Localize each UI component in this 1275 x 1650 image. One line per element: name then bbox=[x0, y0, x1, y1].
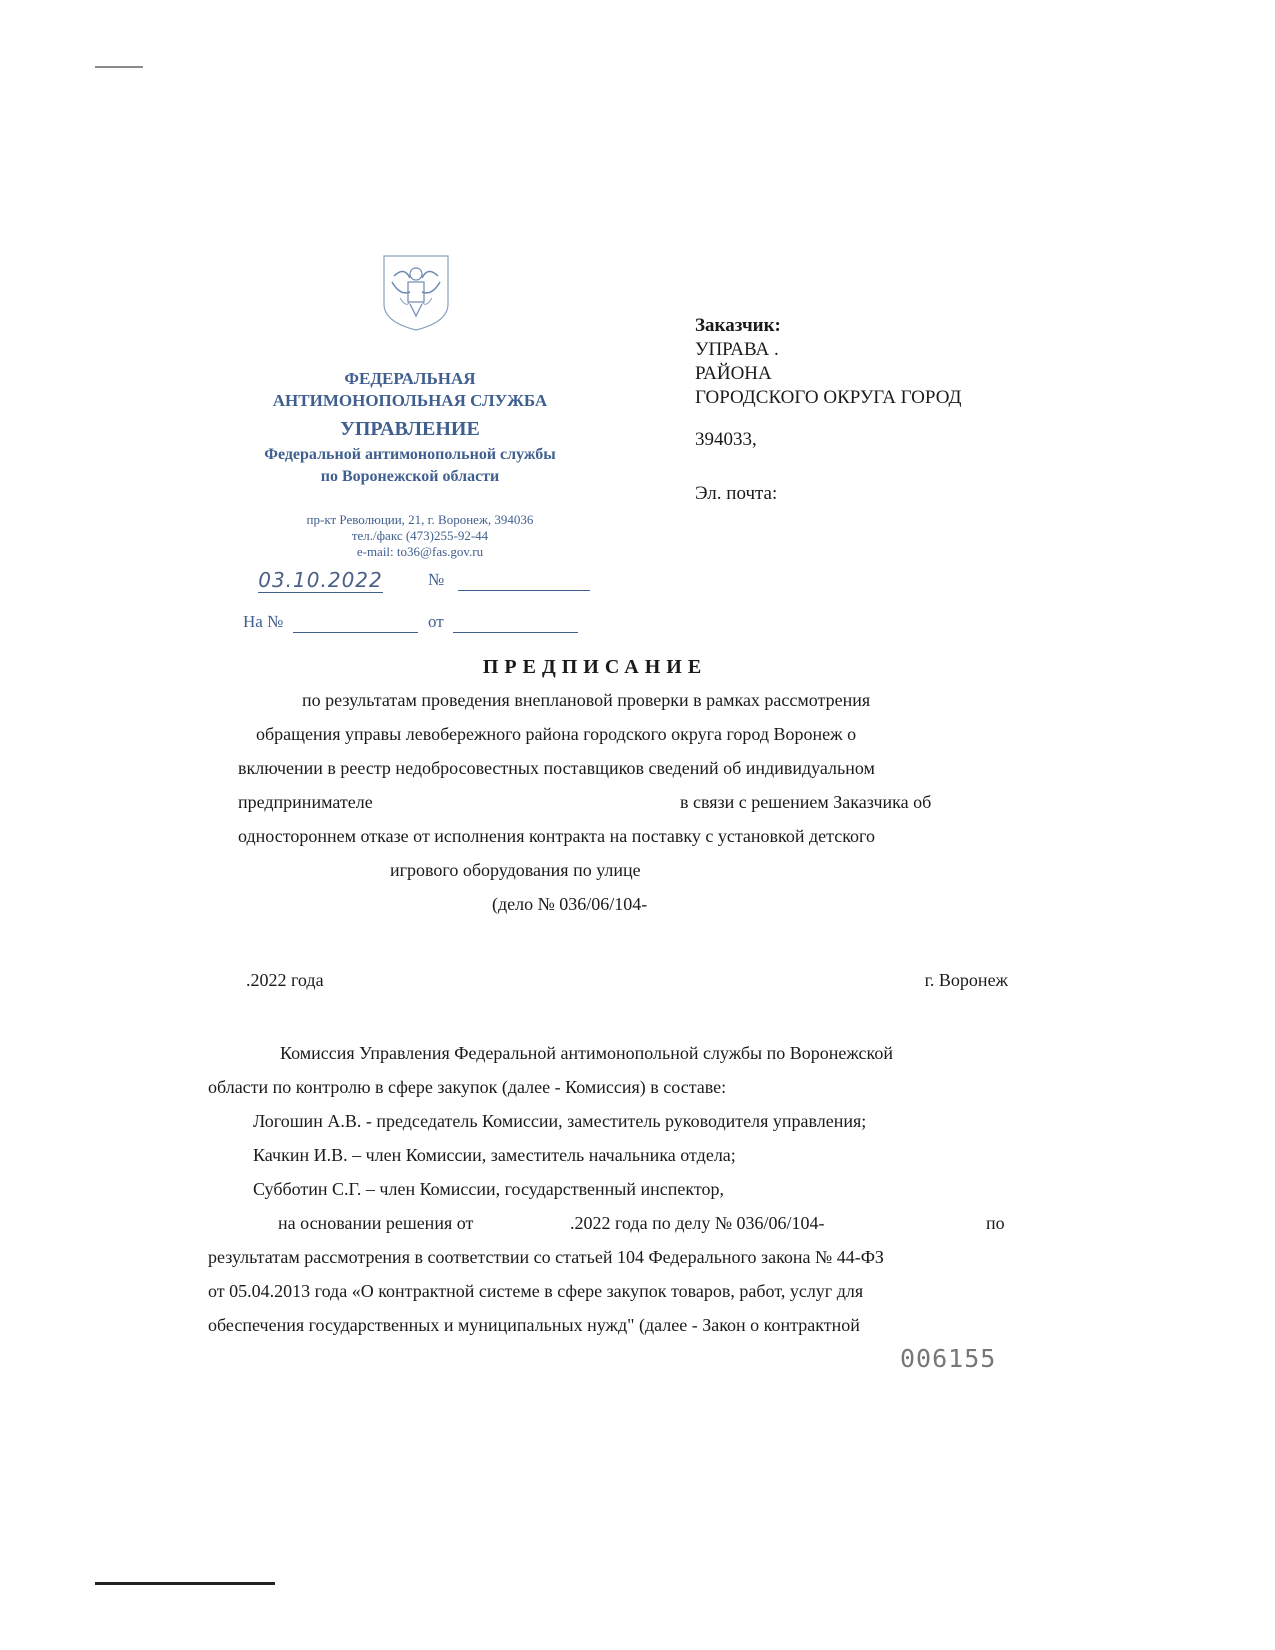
authority-contacts bbox=[270, 512, 570, 560]
document-city: г. Воронеж bbox=[924, 970, 1008, 990]
registration-stamp-number: 006155 bbox=[900, 1344, 997, 1373]
document-date: .2022 года bbox=[246, 970, 324, 990]
body-line: Субботин С.Г. – член Комиссии, государственный инспектор, bbox=[253, 1179, 724, 1199]
customer-email-label: Эл. почта: bbox=[695, 483, 778, 504]
subject-line: в связи с решением Заказчика об bbox=[680, 792, 932, 812]
scan-edge-mark bbox=[95, 1582, 275, 1585]
body-line: области по контролю в сфере закупок (далее - Комиссия) в составе: bbox=[208, 1077, 727, 1097]
customer-block bbox=[695, 314, 1055, 506]
body-line: по bbox=[986, 1213, 1005, 1233]
org-name-line4: Федеральной антимонопольной службы bbox=[264, 446, 556, 463]
customer-line1: УПРАВА . bbox=[695, 339, 779, 360]
body-line: на основании решения от bbox=[278, 1213, 474, 1233]
org-name-line2: АНТИМОНОПОЛЬНАЯ СЛУЖБА bbox=[272, 391, 548, 410]
customer-line2: РАЙОНА bbox=[695, 363, 772, 384]
body-line: от 05.04.2013 года «О контрактной системе в сфере закупок товаров, работ, услуг для bbox=[208, 1281, 864, 1301]
subject-line: обращения управы левобережного района городского округа город Воронеж о bbox=[256, 724, 857, 744]
outgoing-date-line bbox=[258, 568, 598, 594]
reply-reference-line bbox=[243, 610, 603, 636]
customer-postcode: 394033, bbox=[695, 429, 757, 450]
authority-address: пр-кт Революции, 21, г. Воронеж, 394036 bbox=[306, 512, 534, 527]
subject-line: предпринимателе bbox=[238, 792, 373, 812]
subject-line: по результатам проведения внеплановой проверки в рамках рассмотрения bbox=[302, 690, 871, 710]
subject-line: включении в реестр недобросовестных поставщиков сведений об индивидуальном bbox=[238, 758, 875, 778]
body-line: обеспечения государственных и муниципальных нужд" (далее - Закон о контрактной bbox=[208, 1315, 860, 1335]
document-title: ПРЕДПИСАНИЕ bbox=[482, 656, 708, 678]
reply-number-blank bbox=[293, 610, 418, 633]
number-label: № bbox=[428, 570, 445, 589]
body-line: Комиссия Управления Федеральной антимонопольной службы по Воронежской bbox=[280, 1043, 893, 1063]
body-line: результатам рассмотрения в соответствии со статьей 104 Федерального закона № 44-ФЗ bbox=[208, 1247, 884, 1267]
reply-date-blank bbox=[453, 610, 578, 633]
authority-email: e-mail: to36@fas.gov.ru bbox=[356, 544, 484, 559]
body-line: Качкин И.В. – член Комиссии, заместитель начальника отдела; bbox=[253, 1145, 736, 1165]
reply-number-label: На № bbox=[243, 612, 284, 631]
customer-line3: ГОРОДСКОГО ОКРУГА ГОРОД bbox=[695, 387, 962, 408]
body-line: .2022 года по делу № 036/06/104- bbox=[570, 1213, 825, 1233]
handwritten-date: 03.10.2022 bbox=[258, 568, 383, 592]
subject-line: одностороннем отказе от исполнения контракта на поставку с установкой детского bbox=[238, 826, 875, 846]
customer-label: Заказчик: bbox=[695, 315, 781, 336]
body-line: Логошин А.В. - председатель Комиссии, заместитель руководителя управления; bbox=[253, 1111, 867, 1131]
reply-from-label: от bbox=[428, 612, 444, 631]
coat-of-arms-icon bbox=[380, 252, 452, 334]
scan-edge-mark bbox=[95, 66, 143, 68]
org-name-line3: УПРАВЛЕНИЕ bbox=[340, 418, 480, 440]
authority-header bbox=[230, 368, 590, 488]
org-name-line5: по Воронежской области bbox=[320, 468, 500, 485]
number-blank bbox=[458, 568, 590, 591]
case-number: (дело № 036/06/104- bbox=[492, 894, 648, 914]
authority-phone: тел./факс (473)255-92-44 bbox=[351, 528, 489, 543]
org-name-line1: ФЕДЕРАЛЬНАЯ bbox=[344, 369, 476, 388]
subject-line: игрового оборудования по улице bbox=[390, 860, 641, 880]
